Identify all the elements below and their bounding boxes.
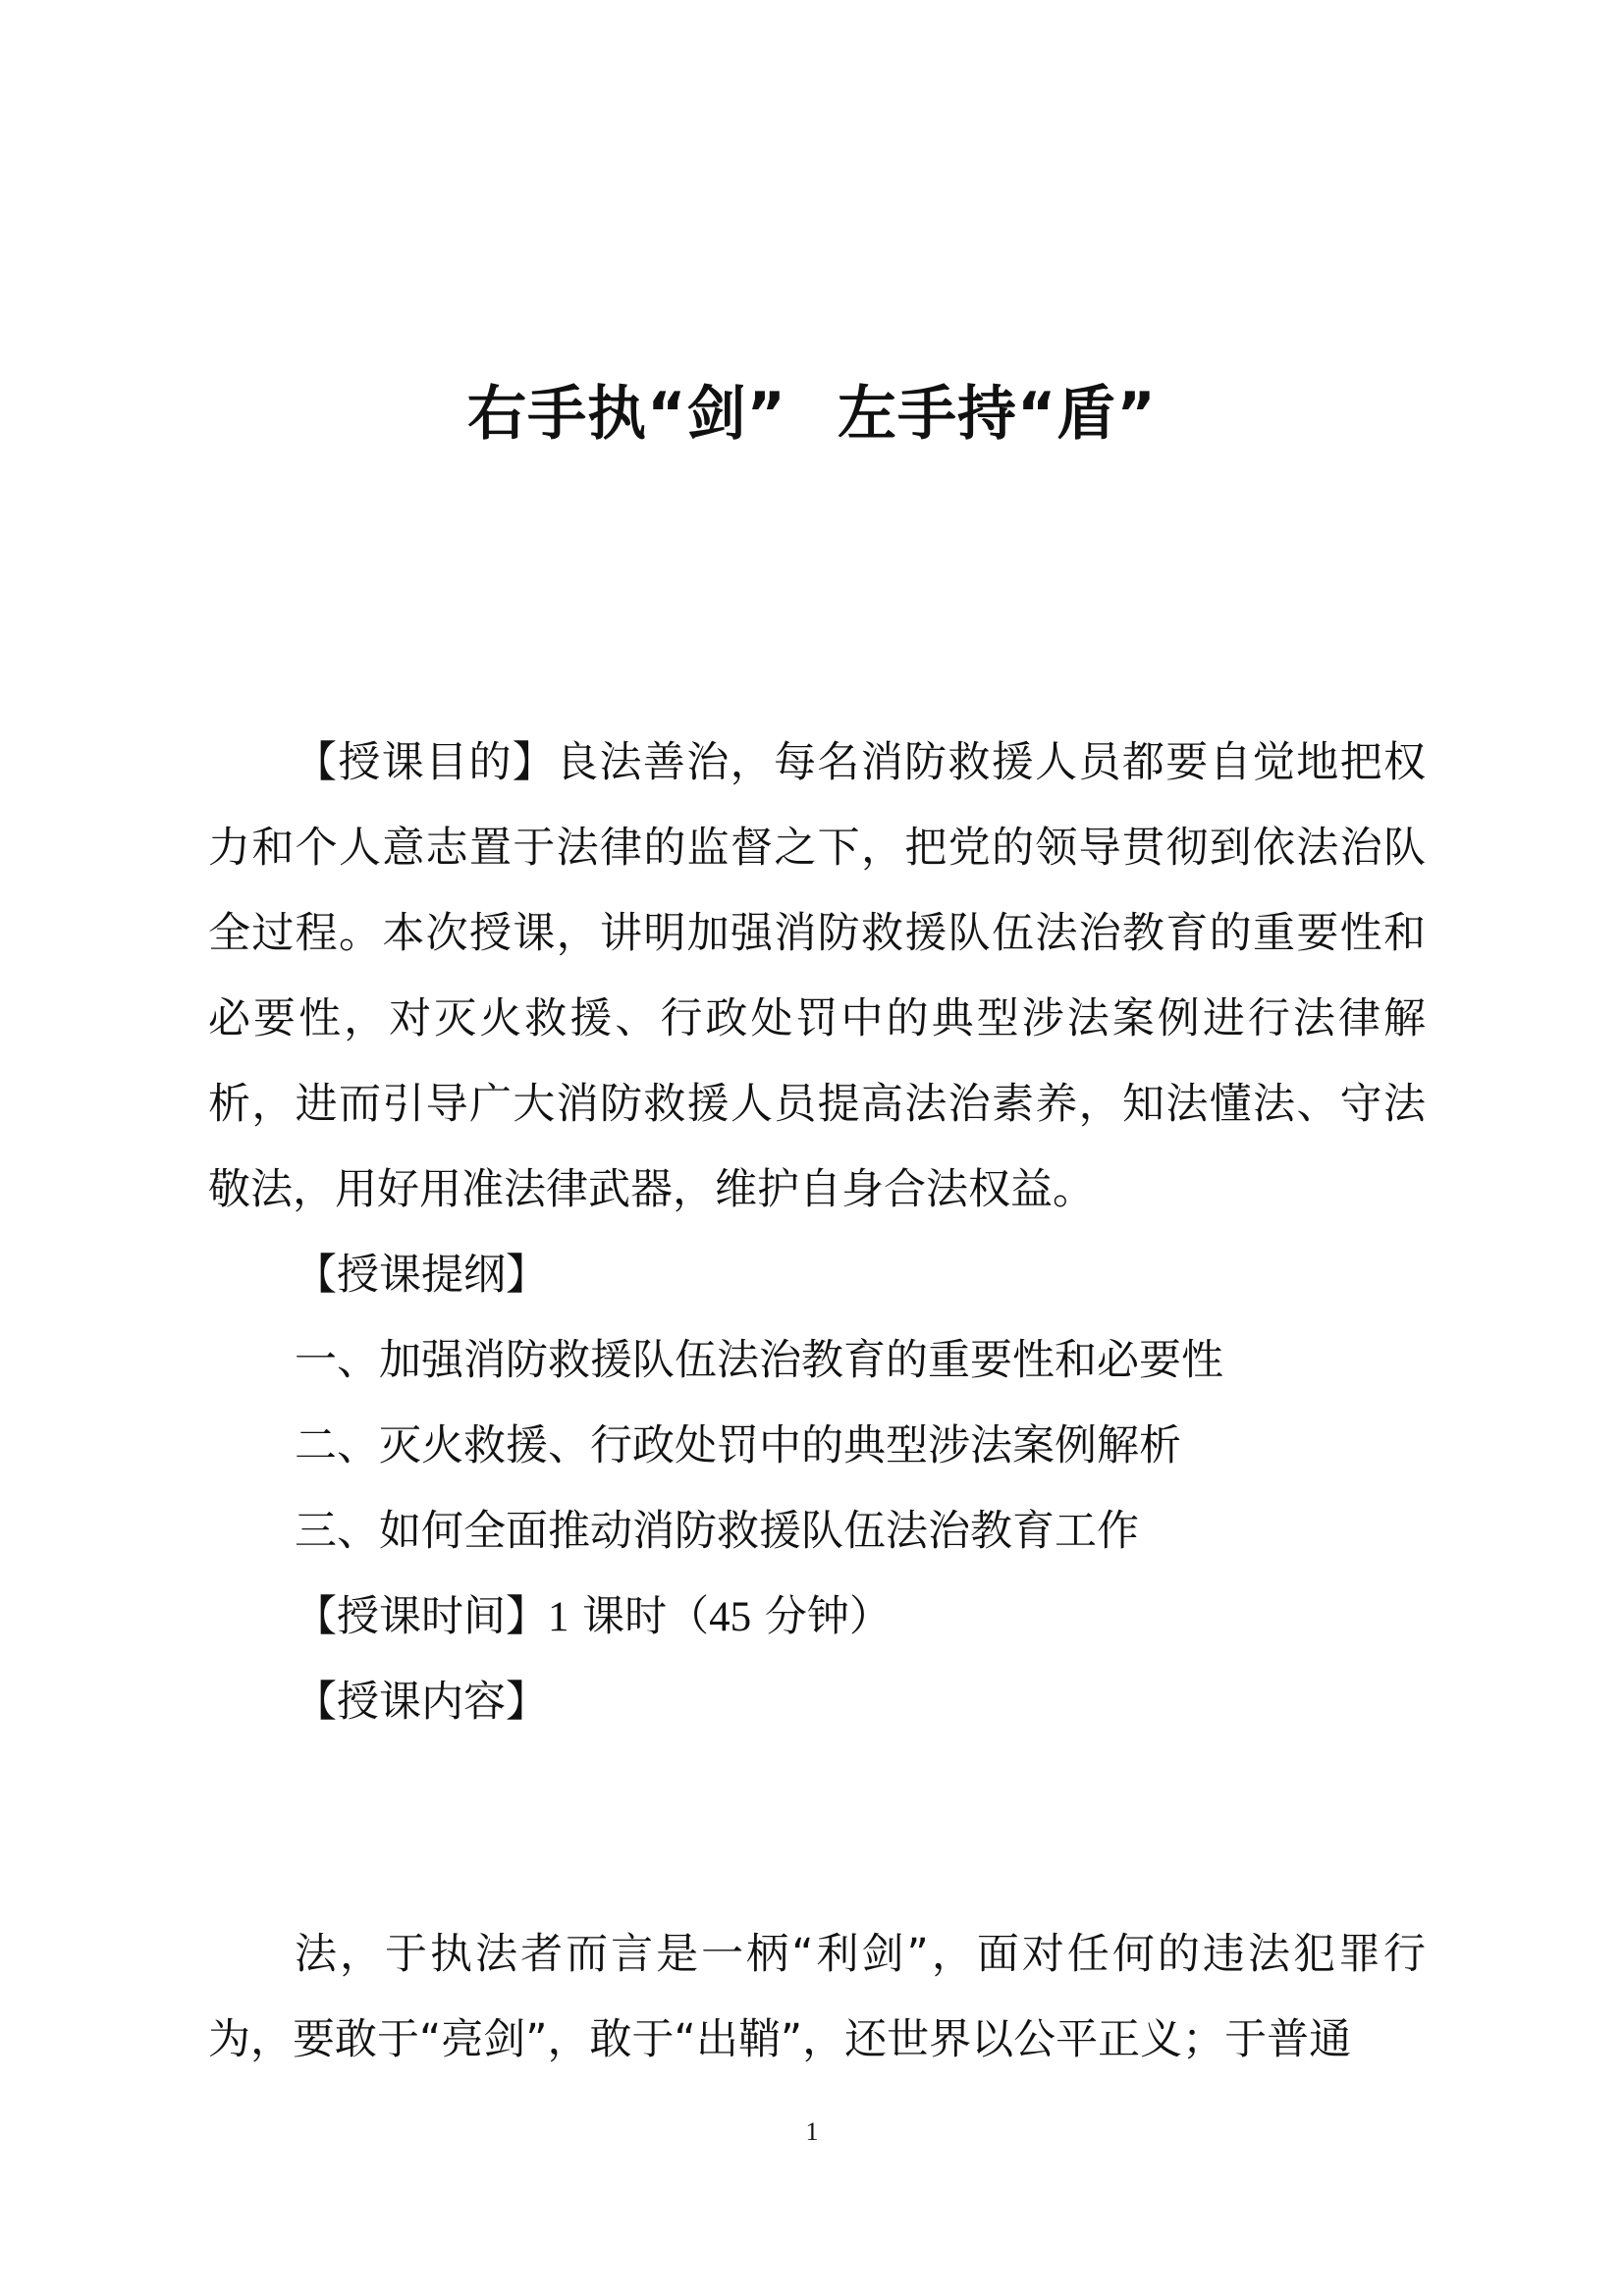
time-label: 【授课时间】	[295, 1592, 548, 1641]
time-number: 1	[548, 1594, 569, 1640]
title-left: 右手执“剑”	[467, 380, 786, 450]
page-number: 1	[805, 2117, 819, 2146]
outline-label: 【授课提纲】	[295, 1251, 548, 1300]
time-unit: 课时（	[582, 1592, 710, 1641]
time-minutes: 45	[709, 1594, 752, 1640]
page-title	[0, 373, 1624, 455]
title-right: 左手持“盾”	[838, 380, 1157, 450]
lesson-info-block	[208, 721, 1426, 1745]
closing-paragraph: 法，于执法者而言是一柄“利剑”，面对任何的违法犯罪行为，要敢于“亮剑”，敢于“出鞘”，还世界以公平正义；于普通	[208, 1930, 1426, 2064]
purpose-paragraph	[208, 721, 1426, 1233]
time-line	[208, 1575, 1426, 1660]
outline-item-2: 二、灭火救援、行政处罚中的典型涉法案例解析	[295, 1421, 1181, 1470]
lesson-content-block	[208, 1912, 1426, 2083]
purpose-label: 【授课目的】	[295, 738, 557, 787]
time-tail: 分钟）	[764, 1592, 892, 1641]
outline-item-1: 一、加强消防救援队伍法治教育的重要性和必要性	[295, 1336, 1223, 1385]
purpose-text: 良法善治，每名消防救援人员都要自觉地把权力和个人意志置于法律的监督之下，把党的领导贯彻到依法治队全过程。本次授课，讲明加强消防救援队伍法治教育的重要性和必要性，对灭火救援、行政处罚中的典型涉法案例进行法律解析，进而引导广大消防救援人员提高法治素养，知法懂法、守法敬法，用好用准法律武器，维护自身合法权益。	[208, 738, 1427, 1214]
content-label: 【授课内容】	[295, 1678, 548, 1727]
outline-item-3: 三、如何全面推动消防救援队伍法治教育工作	[295, 1507, 1139, 1556]
